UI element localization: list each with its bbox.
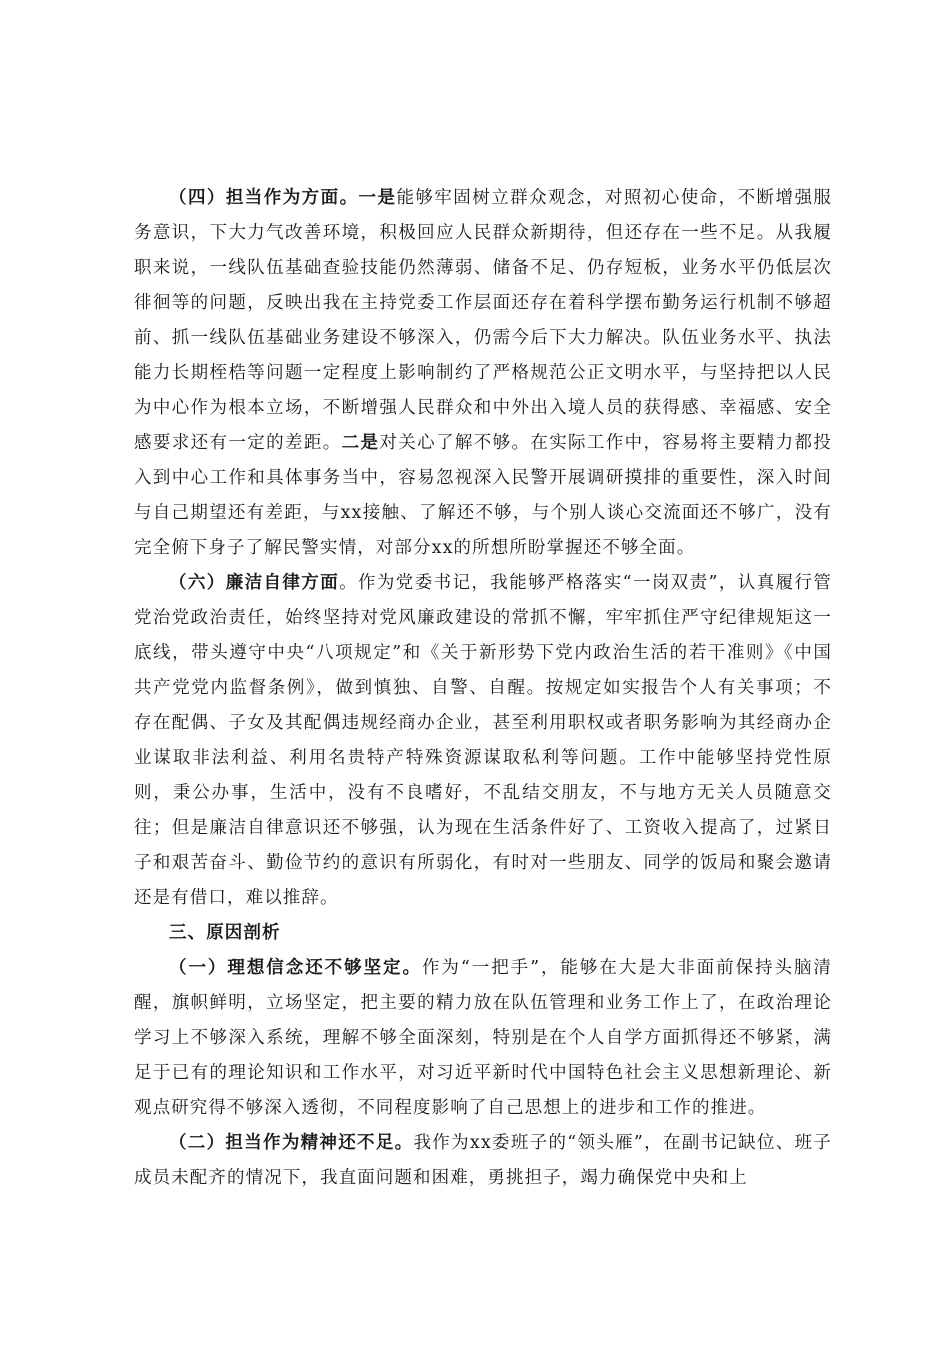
part-3-heading-text: 三、原因剖析 <box>169 923 281 943</box>
section-4-text-2: 对关心了解不够。在实际工作中，容易将主要精力都投入到中心工作和具体事务当中，容易忽视深入民警开展调研摸排的重要性，深入时间与自己期望还有差距，与xx接触、了解还不够，与个别人谈心交流面还不够广，没有完全俯下身子了解民警实情，对部分xx的所想所盼掌握还不够全面。 <box>134 433 832 558</box>
cause-2-text: 我作为xx委班子的“领头雁”，在副书记缺位、班子成员未配齐的情况下，我直面问题和困难，勇挑担子，竭力确保党中央和上 <box>134 1133 832 1188</box>
paragraph-section-6 <box>134 566 832 916</box>
cause-1-heading: （一）理想信念还不够坚定。 <box>169 958 422 978</box>
part-3-heading <box>134 916 832 951</box>
section-4-lead-1: 一是 <box>358 188 397 208</box>
section-6-text: 。作为党委书记，我能够严格落实“一岗双责”，认真履行管党治党政治责任，始终坚持对党风廉政建设的常抓不懈，牢牢抓住严守纪律规矩这一底线，带头遵守中央“八项规定”和《关于新形势下党内政治生活的若干准则》《中国共产党党内监督条例》，做到慎独、自警、自醒。按规定如实报告个人有关事项；不存在配偶、子女及其配偶违规经商办企业，甚至利用职权或者职务影响为其经商办企业谋取非法利益、利用名贵特产特殊资源谋取私利等问题。工作中能够坚持党性原则，秉公办事，生活中，没有不良嗜好，不乱结交朋友，不与地方无关人员随意交往；但是廉洁自律意识还不够强，认为现在生活条件好了、工资收入提高了，过紧日子和艰苦奋斗、勤俭节约的意识有所弱化，有时对一些朋友、同学的饭局和聚会邀请还是有借口，难以推辞。 <box>134 573 833 908</box>
paragraph-cause-2 <box>134 1126 832 1196</box>
paragraph-cause-1 <box>134 951 832 1126</box>
document-body <box>134 181 832 1196</box>
cause-1-text: 作为“一把手”，能够在大是大非面前保持头脑清醒，旗帜鲜明，立场坚定，把主要的精力放在队伍管理和业务工作上了，在政治理论学习上不够深入系统，理解不够全面深刻，特别是在个人自学方面抓得还不够紧，满足于已有的理论知识和工作水平，对习近平新时代中国特色社会主义思想新理论、新观点研究得不够深入透彻，不同程度影响了自己思想上的进步和工作的推进。 <box>134 958 832 1118</box>
section-4-lead-2: 二是 <box>341 433 380 453</box>
section-4-text-1: 能够牢固树立群众观念，对照初心使命，不断增强服务意识，下大力气改善环境，积极回应人民群众新期待，但还存在一些不足。从我履职来说，一线队伍基础查验技能仍然薄弱、储备不足、仍存短板，业务水平仍低层次徘徊等的问题，反映出我在主持党委工作层面还存在着科学摆布勤务运行机制不够超前、抓一线队伍基础业务建设不够深入，仍需今后下大力解决。队伍业务水平、执法能力长期桎梏等问题一定程度上影响制约了严格规范公正文明水平，与坚持把以人民为中心作为根本立场，不断增强人民群众和中外出入境人员的获得感、幸福感、安全感要求还有一定的差距。 <box>134 188 832 453</box>
paragraph-section-4 <box>134 181 832 566</box>
section-4-heading: （四）担当作为方面。 <box>169 188 359 208</box>
cause-2-heading: （二）担当作为精神还不足。 <box>169 1133 414 1153</box>
section-6-heading: （六）廉洁自律方面 <box>169 573 340 593</box>
